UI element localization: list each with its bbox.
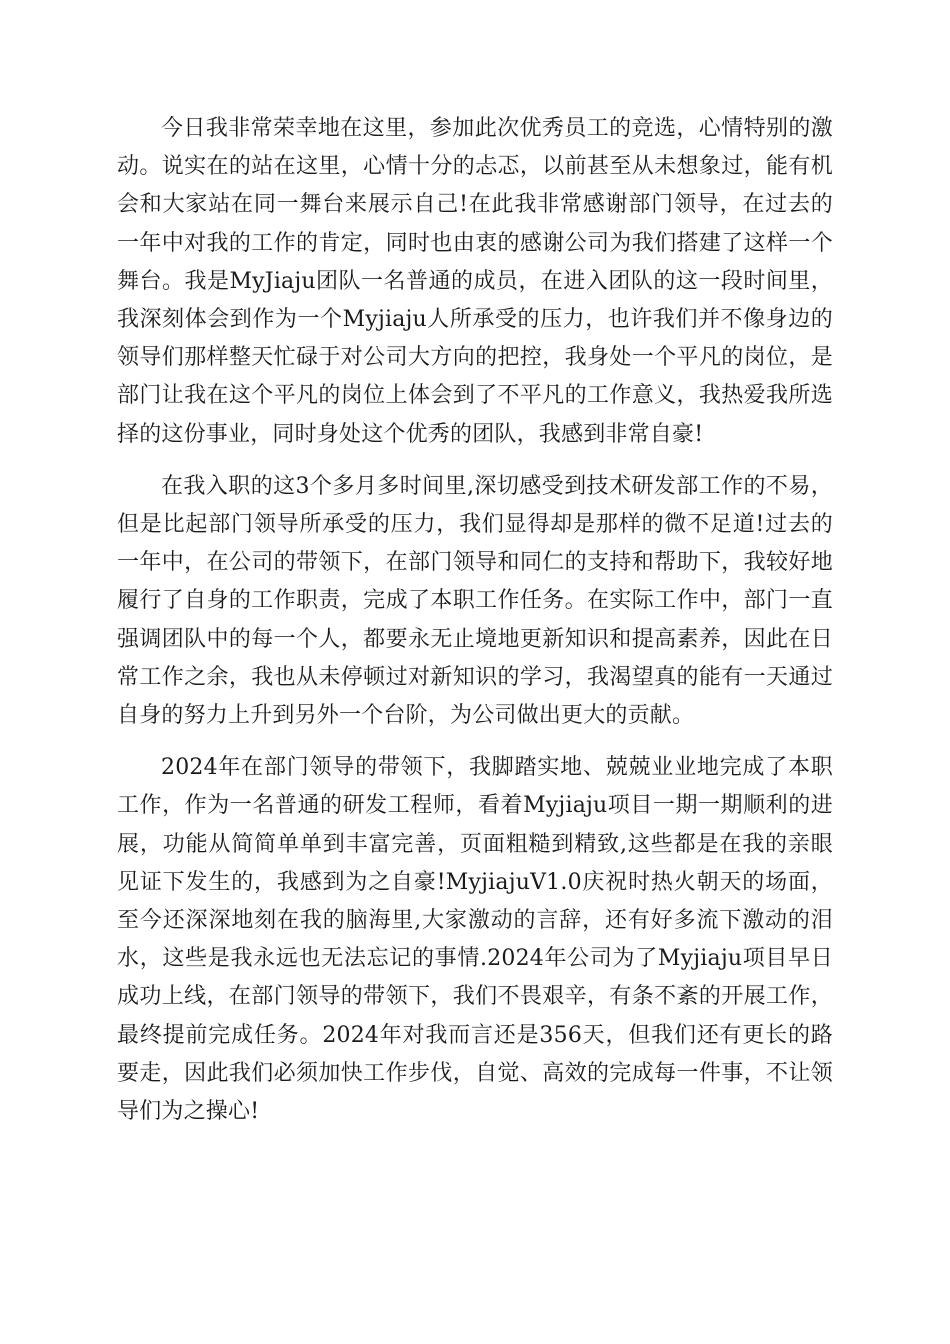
paragraph-3: 2024年在部门领导的带领下，我脚踏实地、兢兢业业地完成了本职工作，作为一名普通的研发工程师，看着Myjiaju项目一期一期顺利的进展，功能从简简单单到丰富完善，页面粗糙到精致,这些都是在我的亲眼见证下发生的，我感到为之自豪!MyjiajuV1.0庆祝时热火朝天的场面，至今还深深地刻在我的脑海里,大家激动的言辞，还有好多流下激动的泪水，这些是我永远也无法忘记的事情.2024年公司为了Myjiaju项目早日成功上线，在部门领导的带领下，我们不畏艰辛，有条不紊的开展工作，最终提前完成任务。2024年对我而言还是356天，但我们还有更长的路要走，因此我们必须加快工作步伐，自觉、高效的完成每一件事，不让领导们为之操心! [117, 755, 833, 1125]
document-body [117, 110, 833, 1145]
paragraph-1: 今日我非常荣幸地在这里，参加此次优秀员工的竞选，心情特别的激动。说实在的站在这里，心情十分的忐忑，以前甚至从未想象过，能有机会和大家站在同一舞台来展示自己!在此我非常感谢部门领导，在过去的一年中对我的工作的肯定，同时也由衷的感谢公司为我们搭建了这样一个舞台。我是MyJiaju团队一名普通的成员，在进入团队的这一段时间里，我深刻体会到作为一个Myjiaju人所承受的压力，也许我们并不像身边的领导们那样整天忙碌于对公司大方向的把控，我身处一个平凡的岗位，是部门让我在这个平凡的岗位上体会到了不平凡的工作意义，我热爱我所选择的这份事业，同时身处这个优秀的团队，我感到非常自豪! [117, 116, 833, 447]
paragraph-2: 在我入职的这3个多月多时间里,深切感受到技术研发部工作的不易，但是比起部门领导所承受的压力，我们显得却是那样的微不足道!过去的一年中，在公司的带领下，在部门领导和同仁的支持和帮助下，我较好地履行了自身的工作职责，完成了本职工作任务。在实际工作中，部门一直强调团队中的每一个人，都要永无止境地更新知识和提高素养，因此在日常工作之余，我也从未停顿过对新知识的学习，我渴望真的能有一天通过自身的努力上升到另外一个台阶，为公司做出更大的贡献。 [117, 473, 833, 729]
